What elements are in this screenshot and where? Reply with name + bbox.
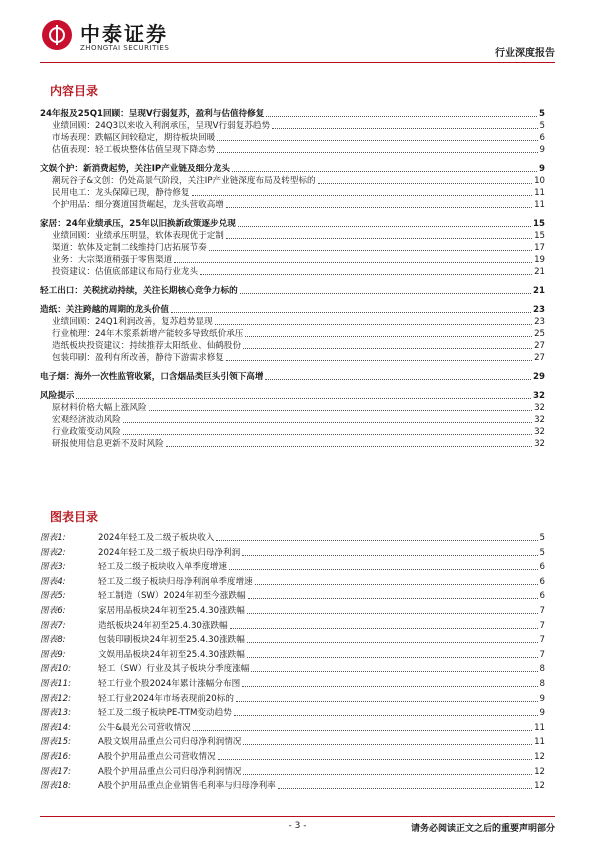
dot-leader [236,700,538,702]
figure-entry[interactable] [40,707,545,719]
toc-entry-text: 宏观经济波动风险 [52,415,121,425]
toc-page-number: 15 [533,219,545,229]
toc-page-number: 32 [534,427,545,437]
toc-section[interactable] [40,120,545,132]
disclaimer: 请务必阅读正文之后的重要声明部分 [410,824,555,834]
toc-page-number: 17 [534,243,545,253]
toc-section[interactable] [40,132,545,144]
toc-page-number: 19 [534,255,545,265]
toc-entry-text: 业绩回顾：24Q1利润改善，复苏趋势显现 [52,317,213,327]
footer-divider [40,816,555,817]
figure-entry[interactable] [40,576,545,588]
dot-leader [215,323,532,325]
figure-label: 图表6: [40,606,66,616]
figure-page-number: 5 [539,547,545,558]
figure-label: 图表16: [40,752,72,762]
toc-page-number: 23 [533,305,545,315]
dot-leader [149,409,533,411]
logo-icon [42,20,72,50]
toc-entry-text: 风险提示 [40,391,75,401]
toc-section[interactable] [40,426,545,438]
company-logo [40,18,240,58]
figure-title: 轻工行业2024年市场表现前20标的 [98,693,234,704]
dot-leader [226,237,532,239]
dot-leader [245,335,532,337]
page-number: - 3 - [288,821,307,831]
toc-page-number: 23 [534,317,545,327]
figure-page-number: 12 [534,752,545,762]
figure-title: 包装印刷板块24年初至25.4.30涨跌幅 [98,635,245,646]
toc-entry-text: 估值表现：轻工板块整体估值呈现下降态势 [52,145,216,155]
toc-page-number: 27 [534,353,545,363]
toc-section[interactable] [40,144,545,156]
toc-section[interactable] [40,438,545,450]
figure-page-number: 7 [539,620,545,631]
dot-leader [240,292,531,294]
toc-page-number: 21 [534,267,545,277]
dot-leader [226,359,532,361]
dot-leader [218,758,532,760]
figure-label: 图表10: [40,664,72,675]
toc-section[interactable] [40,230,545,242]
dot-leader [193,729,532,731]
toc-page-number: 32 [534,439,545,449]
figure-title: 轻工（SW）行业及其子板块分季度涨幅 [98,664,250,675]
dot-leader [266,115,537,117]
figure-page-number: 6 [539,591,545,602]
dot-leader [123,433,532,435]
figure-entry[interactable] [40,766,545,778]
figure-entry[interactable] [40,605,545,617]
figure-title: 轻工及二级子板块收入单季度增速 [98,562,227,573]
toc-section[interactable] [40,242,545,254]
toc-chapter[interactable] [40,285,545,297]
figure-label: 图表17: [40,766,72,777]
dot-leader [200,273,532,275]
toc-entry-text: 潮玩谷子&文创：仍处高景气阶段，关注IP产业链深度布局及转型标的 [52,176,316,186]
figure-entry[interactable] [40,751,545,763]
figure-page-number: 6 [539,562,545,573]
toc-entry-text: 民用电工：龙头保障已现，静待修复 [52,188,190,198]
figure-page-number: 9 [539,708,545,719]
figure-label: 图表9: [40,649,66,660]
toc-page-number: 6 [539,133,545,143]
figure-entry[interactable] [40,590,545,602]
dot-leader [123,421,532,423]
dot-leader [229,568,538,570]
figure-label: 图表14: [40,722,72,733]
toc-entry-text: 电子烟：海外一次性监管收紧，口含烟品类巨头引领下高增 [40,372,264,382]
toc-page-number: 10 [534,176,545,186]
figure-label: 图表15: [40,737,72,748]
figure-label: 图表8: [40,635,66,646]
figure-entry[interactable] [40,649,545,661]
toc-section[interactable] [40,352,545,364]
toc-section[interactable] [40,414,545,426]
figure-entry[interactable] [40,663,545,675]
toc-section[interactable] [40,328,545,340]
dot-leader [226,206,532,208]
figure-title: 轻工行业个股2024年累计涨幅分布图 [98,679,241,689]
toc-entry-text: 原材料价格大幅上涨风险 [52,403,147,413]
toc-entry-text: 行业政策变动风险 [52,427,121,437]
toc-chapter[interactable] [40,108,545,120]
dot-leader [209,249,532,251]
dot-leader [174,261,532,263]
figure-title: 轻工及二级子板块归母净利润单季度增速 [98,576,253,587]
figure-title: 轻工及二级子板块PE-TTM变动趋势 [98,708,232,719]
dot-leader [243,347,532,349]
figure-page-number: 11 [534,737,545,748]
toc-page-number: 15 [534,231,545,241]
dot-leader [192,194,533,196]
toc-page-number: 32 [534,403,545,413]
toc-page-number: 29 [533,372,545,382]
figure-label: 图表4: [40,576,66,587]
dot-leader [217,151,537,153]
figure-title: 文娱用品板块24年初至25.4.30涨跌幅 [98,649,245,660]
toc-entry-text: 造纸：关注跨越的周期的龙头价值 [40,305,169,315]
toc-entry-text: 轻工出口：关税扰动持续，关注长期核心竞争力标的 [40,286,238,296]
toc-page-number: 32 [533,391,545,401]
figure-label: 图表18: [40,781,72,792]
figure-entry[interactable] [40,561,545,573]
dot-leader [230,627,538,629]
figure-entry[interactable] [40,547,545,559]
figure-page-number: 6 [539,576,545,587]
figure-page-number: 12 [534,781,545,792]
figure-entry[interactable] [40,736,545,748]
logo-text-en: ZHONGTAI SECURITIES [80,44,170,52]
toc-entry-text: 24年报及25Q1回顾：呈现V行弱复苏，盈利与估值待修复 [40,109,265,119]
figure-page-number: 8 [539,679,545,689]
figure-entry[interactable] [40,722,545,734]
figure-page-number: 7 [539,635,545,646]
figure-page-number: 12 [534,766,545,777]
figure-entry[interactable] [40,780,545,792]
figure-label: 图表2: [40,547,66,558]
figure-label: 图表11: [40,679,72,689]
figure-title: A股个护用品重点公司营收情况 [98,752,216,762]
dot-leader [242,554,537,556]
toc-section[interactable] [40,316,545,328]
toc-page-number: 21 [533,286,545,296]
toc-entry-text: 行业梳理：24年木浆系新增产能较多导致纸价承压 [52,329,244,339]
figure-label: 图表3: [40,562,66,573]
toc-page-number: 9 [539,145,545,155]
dot-leader [247,656,538,658]
dot-leader [234,714,538,716]
dot-leader [243,773,532,775]
dot-leader [247,612,538,614]
dot-leader [238,225,531,227]
dot-leader [217,139,537,141]
toc-entry-text: 投资建议：估值底部建议布局行业龙头 [52,267,199,277]
toc-section[interactable] [40,199,545,211]
figure-entry[interactable] [40,620,545,632]
toc-entry-text: 造纸板块投资建议：持续推荐太阳纸业、仙鹤股份 [52,341,242,351]
figure-page-number: 7 [539,606,545,616]
dot-leader [272,127,537,129]
toc-entry-text: 文娱个护：新消费起势，关注IP产业链及细分龙头 [40,164,230,174]
figure-title: 造纸板块24年初至25.4.30涨跌幅 [98,620,228,631]
figure-page-number: 9 [539,693,545,704]
figure-title: A股个护用品重点公司归母净利润情况 [98,766,242,777]
page-header [40,18,555,58]
figure-page-number: 8 [539,664,545,675]
toc-chapter[interactable] [40,163,545,175]
dot-leader [232,170,537,172]
toc-page-number: 27 [534,341,545,351]
figure-title: 公牛&晨光公司营收情况 [98,722,191,733]
figure-title: A股个护用品重点企业销售毛利率与归母净利率 [98,781,276,792]
toc-entry-text: 渠道：软体及定制二线维持门店拓展节奏 [52,243,207,253]
dot-leader [171,311,531,313]
toc-entry-text: 家居：24年业绩承压，25年以旧换新政策逐步兑现 [40,219,236,229]
dot-leader [243,743,532,745]
figures-title: 图表目录 [50,510,99,524]
toc-entry-text: 市场表现：跌幅区间较稳定，期待板块回暖 [52,133,216,143]
dot-leader [248,597,538,599]
toc-section[interactable] [40,175,545,187]
toc-section[interactable] [40,254,545,266]
header-divider [40,62,555,63]
figure-label: 图表7: [40,620,66,631]
figure-title: 2024年轻工及二级子板块归母净利润 [98,547,241,558]
toc-page-number: 5 [539,121,545,131]
toc-entry-text: 业绩回顾：业绩承压明显，软体表现优于定制 [52,231,224,241]
toc-entry-text: 业务：大宗渠道稍强于零售渠道 [52,255,173,265]
dot-leader [265,378,531,380]
toc-section[interactable] [40,266,545,278]
figure-label: 图表1: [40,533,66,543]
figure-label: 图表13: [40,708,72,719]
figure-page-number: 7 [539,649,545,660]
dot-leader [255,583,538,585]
toc-entry-text: 个护用品：细分赛道国货崛起，龙头营收高增 [52,200,224,210]
toc-page-number: 32 [534,415,545,425]
figure-title: A股文娱用品重点公司归母净利润情况 [98,737,242,748]
dot-leader [242,685,537,687]
toc-page-number: 9 [539,164,545,174]
toc-chapter[interactable] [40,304,545,316]
figure-entry[interactable] [40,693,545,705]
toc-page-number: 11 [534,200,545,210]
figure-label: 图表12: [40,693,72,704]
dot-leader [251,670,537,672]
dot-leader [247,641,538,643]
toc-chapter[interactable] [40,390,545,402]
toc-page-number: 5 [539,109,545,119]
toc-entry-text: 包装印刷：盈利有所改善，静待下游需求修复 [52,353,224,363]
toc-page-number: 11 [534,188,545,198]
report-type: 行业深度报告 [495,48,555,59]
figure-entry[interactable] [40,634,545,646]
dot-leader [318,182,532,184]
figure-label: 图表5: [40,591,66,602]
toc-section[interactable] [40,187,545,199]
dot-leader [216,539,537,541]
figure-title: 轻工制造（SW）2024年初至今涨跌幅 [98,591,246,602]
toc-entry-text: 研报使用信息更新不及时风险 [52,439,164,449]
toc-title: 内容目录 [50,84,99,98]
figure-page-number: 11 [534,722,545,733]
toc-page-number: 25 [534,329,545,339]
dot-leader [278,787,532,789]
figure-entry[interactable] [40,678,545,690]
figure-title: 2024年轻工及二级子板块收入 [98,533,215,543]
figure-page-number: 5 [539,533,545,543]
toc-chapter[interactable] [40,218,545,230]
logo-text-cn: 中泰证券 [80,22,168,46]
toc-entry-text: 业绩回顾：24Q3以来收入利润承压，呈现V行弱复苏趋势 [52,121,271,131]
figure-entry[interactable] [40,532,545,544]
toc-section[interactable] [40,340,545,352]
dot-leader [76,397,531,399]
toc-chapter[interactable] [40,371,545,383]
dot-leader [166,445,532,447]
toc-section[interactable] [40,402,545,414]
figure-title: 家居用品板块24年初至25.4.30涨跌幅 [98,606,245,616]
